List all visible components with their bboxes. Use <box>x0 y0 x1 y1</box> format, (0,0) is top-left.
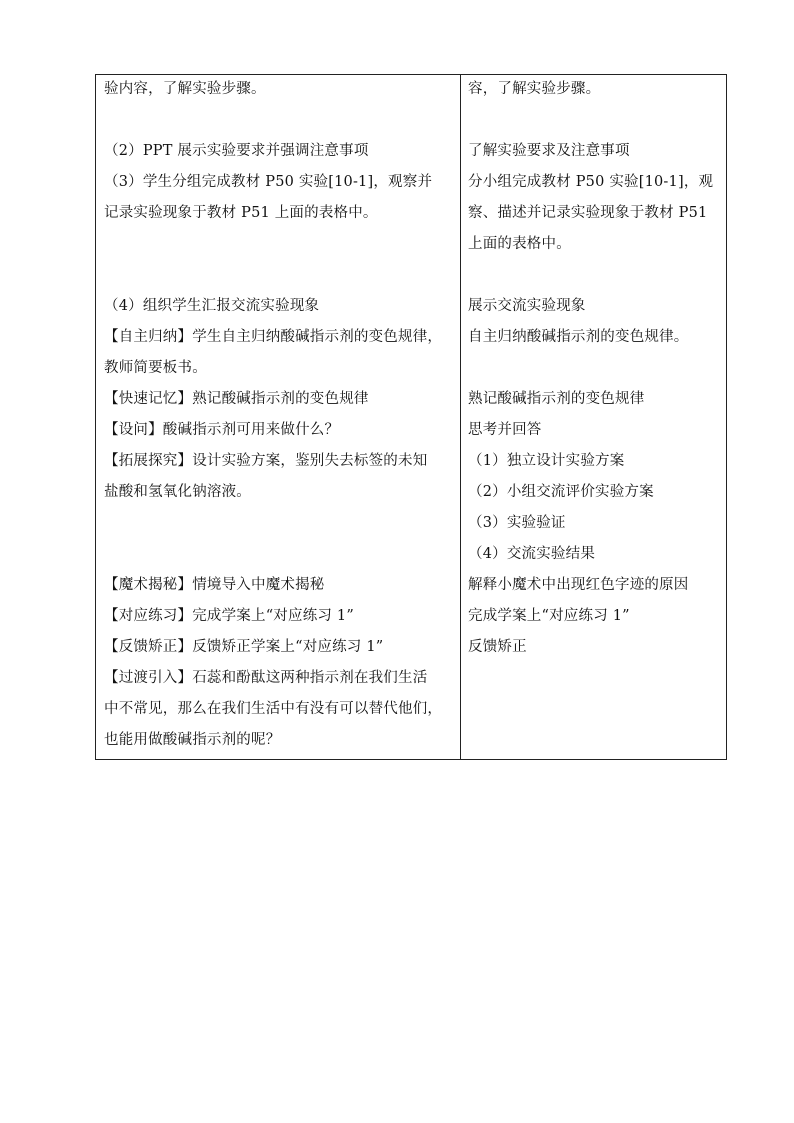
table-line: 解释小魔术中出现红色字迹的原因 <box>468 577 689 593</box>
table-line: 【快速记忆】熟记酸碱指示剂的变色规律 <box>104 391 369 407</box>
lesson-table <box>95 74 727 760</box>
table-line: 也能用做酸碱指示剂的呢？ <box>104 732 281 748</box>
table-line: （2）小组交流评价实验方案 <box>468 484 654 500</box>
table-line: 盐酸和氢氧化钠溶液。 <box>104 484 251 500</box>
table-line: 分小组完成教材 P50 实验[10-1]，观 <box>468 174 714 190</box>
student-activity-column <box>461 75 726 759</box>
table-line: 展示交流实验现象 <box>468 298 586 314</box>
table-line: （3）实验验证 <box>468 515 566 531</box>
table-line: （4）交流实验结果 <box>468 546 596 562</box>
teacher-activity-column <box>96 75 461 759</box>
table-line: 中不常见，那么在我们生活中有没有可以替代他们， <box>104 701 443 717</box>
table-line: 验内容，了解实验步骤。 <box>104 81 266 97</box>
table-line: 【魔术揭秘】情境导入中魔术揭秘 <box>104 577 325 593</box>
table-line: 教师简要板书。 <box>104 360 207 376</box>
table-line: 完成学案上“对应练习 1” <box>468 608 630 624</box>
table-line: 【反馈矫正】反馈矫正学案上“对应练习 1” <box>104 639 384 655</box>
table-line: 思考并回答 <box>468 422 542 438</box>
table-line: 察、描述并记录实验现象于教材 P51 <box>468 205 708 221</box>
table-line: 【设问】酸碱指示剂可用来做什么？ <box>104 422 340 438</box>
table-line: （4）组织学生汇报交流实验现象 <box>104 298 320 314</box>
table-line: （3）学生分组完成教材 P50 实验[10-1]，观察并 <box>104 174 433 190</box>
table-line: 【对应练习】完成学案上“对应练习 1” <box>104 608 354 624</box>
table-line: 上面的表格中。 <box>468 236 571 252</box>
table-line: 反馈矫正 <box>468 639 527 655</box>
table-line: 了解实验要求及注意事项 <box>468 143 630 159</box>
table-line: 【自主归纳】学生自主归纳酸碱指示剂的变色规律， <box>104 329 443 345</box>
table-line: （1）独立设计实验方案 <box>468 453 625 469</box>
table-line: 【过渡引入】石蕊和酚酞这两种指示剂在我们生活 <box>104 670 428 686</box>
table-line: （2）PPT 展示实验要求并强调注意事项 <box>104 143 369 159</box>
table-line: 【拓展探究】设计实验方案，鉴别失去标签的未知 <box>104 453 428 469</box>
table-line: 熟记酸碱指示剂的变色规律 <box>468 391 645 407</box>
table-line: 记录实验现象于教材 P51 上面的表格中。 <box>104 205 378 221</box>
table-line: 容，了解实验步骤。 <box>468 81 601 97</box>
table-line: 自主归纳酸碱指示剂的变色规律。 <box>468 329 689 345</box>
